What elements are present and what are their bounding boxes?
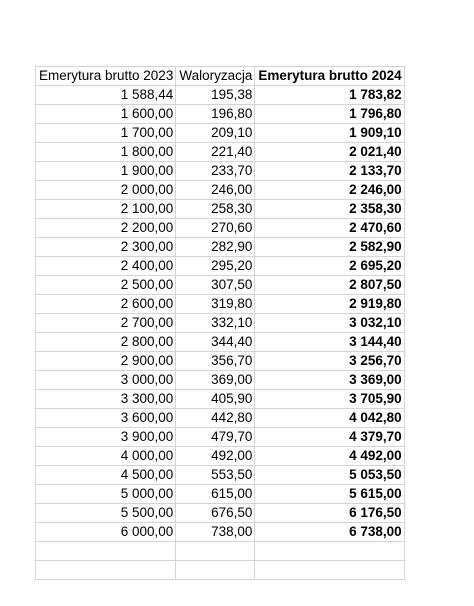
table-row — [36, 238, 405, 257]
cell-indexation[interactable]: 344,40 — [176, 333, 255, 352]
spreadsheet-table — [35, 66, 405, 580]
cell-indexation[interactable]: 282,90 — [176, 238, 255, 257]
cell-pension-2023[interactable]: 3 600,00 — [36, 409, 176, 428]
cell-indexation[interactable]: 676,50 — [176, 504, 255, 523]
cell-indexation[interactable]: 258,30 — [176, 200, 255, 219]
cell-pension-2023[interactable]: 5 500,00 — [36, 504, 176, 523]
empty-cell[interactable] — [176, 542, 255, 561]
table-row — [36, 86, 405, 105]
table-row — [36, 523, 405, 542]
cell-pension-2023[interactable]: 4 500,00 — [36, 466, 176, 485]
cell-indexation[interactable]: 615,00 — [176, 485, 255, 504]
table-row — [36, 314, 405, 333]
cell-pension-2023[interactable]: 1 600,00 — [36, 105, 176, 124]
cell-pension-2024[interactable]: 4 379,70 — [255, 428, 404, 447]
table-row — [36, 485, 405, 504]
table-row — [36, 504, 405, 523]
cell-indexation[interactable]: 209,10 — [176, 124, 255, 143]
spreadsheet-body — [36, 67, 405, 580]
cell-indexation[interactable]: 246,00 — [176, 181, 255, 200]
cell-pension-2023[interactable]: 2 700,00 — [36, 314, 176, 333]
cell-indexation[interactable]: 442,80 — [176, 409, 255, 428]
cell-pension-2023[interactable]: 1 588,44 — [36, 86, 176, 105]
cell-indexation[interactable]: 332,10 — [176, 314, 255, 333]
table-row — [36, 371, 405, 390]
empty-cell[interactable] — [36, 561, 176, 580]
table-row — [36, 390, 405, 409]
table-row — [36, 428, 405, 447]
cell-pension-2023[interactable]: 3 900,00 — [36, 428, 176, 447]
cell-pension-2024[interactable]: 3 369,00 — [255, 371, 404, 390]
header-row — [36, 67, 405, 86]
table-row — [36, 352, 405, 371]
cell-indexation[interactable]: 319,80 — [176, 295, 255, 314]
cell-pension-2024[interactable]: 2 919,80 — [255, 295, 404, 314]
cell-pension-2023[interactable]: 2 000,00 — [36, 181, 176, 200]
cell-pension-2023[interactable]: 6 000,00 — [36, 523, 176, 542]
cell-pension-2024[interactable]: 3 705,90 — [255, 390, 404, 409]
cell-pension-2024[interactable]: 3 144,40 — [255, 333, 404, 352]
cell-indexation[interactable]: 307,50 — [176, 276, 255, 295]
cell-pension-2024[interactable]: 3 256,70 — [255, 352, 404, 371]
empty-cell[interactable] — [255, 561, 404, 580]
cell-pension-2023[interactable]: 2 200,00 — [36, 219, 176, 238]
cell-pension-2023[interactable]: 2 400,00 — [36, 257, 176, 276]
cell-pension-2023[interactable]: 3 000,00 — [36, 371, 176, 390]
cell-indexation[interactable]: 492,00 — [176, 447, 255, 466]
cell-pension-2023[interactable]: 1 800,00 — [36, 143, 176, 162]
cell-indexation[interactable]: 479,70 — [176, 428, 255, 447]
cell-pension-2023[interactable]: 4 000,00 — [36, 447, 176, 466]
empty-cell[interactable] — [176, 561, 255, 580]
table-row — [36, 447, 405, 466]
table-row — [36, 181, 405, 200]
table-row — [36, 276, 405, 295]
cell-pension-2023[interactable]: 2 100,00 — [36, 200, 176, 219]
table-row — [36, 200, 405, 219]
cell-indexation[interactable]: 295,20 — [176, 257, 255, 276]
cell-pension-2024[interactable]: 2 807,50 — [255, 276, 404, 295]
cell-indexation[interactable]: 553,50 — [176, 466, 255, 485]
cell-pension-2024[interactable]: 1 783,82 — [255, 86, 404, 105]
table-row — [36, 409, 405, 428]
cell-indexation[interactable]: 233,70 — [176, 162, 255, 181]
cell-indexation[interactable]: 195,38 — [176, 86, 255, 105]
header-cell-pension-2024[interactable]: Emerytura brutto 2024 — [255, 67, 404, 86]
cell-pension-2024[interactable]: 2 470,60 — [255, 219, 404, 238]
cell-indexation[interactable]: 405,90 — [176, 390, 255, 409]
cell-pension-2023[interactable]: 2 600,00 — [36, 295, 176, 314]
cell-pension-2024[interactable]: 1 796,80 — [255, 105, 404, 124]
table-row — [36, 124, 405, 143]
cell-pension-2024[interactable]: 1 909,10 — [255, 124, 404, 143]
table-row — [36, 219, 405, 238]
header-cell-pension-2023[interactable]: Emerytura brutto 2023 — [36, 67, 176, 86]
table-row — [36, 333, 405, 352]
empty-row — [36, 561, 405, 580]
cell-pension-2023[interactable]: 5 000,00 — [36, 485, 176, 504]
cell-pension-2024[interactable]: 3 032,10 — [255, 314, 404, 333]
cell-pension-2024[interactable]: 2 133,70 — [255, 162, 404, 181]
cell-pension-2023[interactable]: 2 800,00 — [36, 333, 176, 352]
table-row — [36, 143, 405, 162]
cell-pension-2024[interactable]: 2 695,20 — [255, 257, 404, 276]
empty-row — [36, 542, 405, 561]
cell-indexation[interactable]: 270,60 — [176, 219, 255, 238]
cell-indexation[interactable]: 221,40 — [176, 143, 255, 162]
cell-indexation[interactable]: 196,80 — [176, 105, 255, 124]
cell-pension-2024[interactable]: 5 053,50 — [255, 466, 404, 485]
cell-pension-2023[interactable]: 2 900,00 — [36, 352, 176, 371]
cell-pension-2023[interactable]: 3 300,00 — [36, 390, 176, 409]
cell-pension-2024[interactable]: 2 021,40 — [255, 143, 404, 162]
table-row — [36, 105, 405, 124]
cell-indexation[interactable]: 369,00 — [176, 371, 255, 390]
cell-pension-2024[interactable]: 2 358,30 — [255, 200, 404, 219]
table-row — [36, 257, 405, 276]
cell-pension-2023[interactable]: 1 700,00 — [36, 124, 176, 143]
header-cell-indexation[interactable]: Waloryzacja — [176, 67, 255, 86]
cell-pension-2023[interactable]: 2 300,00 — [36, 238, 176, 257]
cell-pension-2024[interactable]: 4 042,80 — [255, 409, 404, 428]
cell-pension-2024[interactable]: 4 492,00 — [255, 447, 404, 466]
cell-pension-2024[interactable]: 5 615,00 — [255, 485, 404, 504]
table-row — [36, 295, 405, 314]
cell-indexation[interactable]: 738,00 — [176, 523, 255, 542]
empty-cell[interactable] — [255, 542, 404, 561]
table-row — [36, 162, 405, 181]
table-row — [36, 466, 405, 485]
cell-pension-2023[interactable]: 1 900,00 — [36, 162, 176, 181]
cell-pension-2024[interactable]: 2 246,00 — [255, 181, 404, 200]
cell-pension-2024[interactable]: 6 176,50 — [255, 504, 404, 523]
cell-pension-2024[interactable]: 2 582,90 — [255, 238, 404, 257]
cell-pension-2023[interactable]: 2 500,00 — [36, 276, 176, 295]
cell-indexation[interactable]: 356,70 — [176, 352, 255, 371]
empty-cell[interactable] — [36, 542, 176, 561]
cell-pension-2024[interactable]: 6 738,00 — [255, 523, 404, 542]
